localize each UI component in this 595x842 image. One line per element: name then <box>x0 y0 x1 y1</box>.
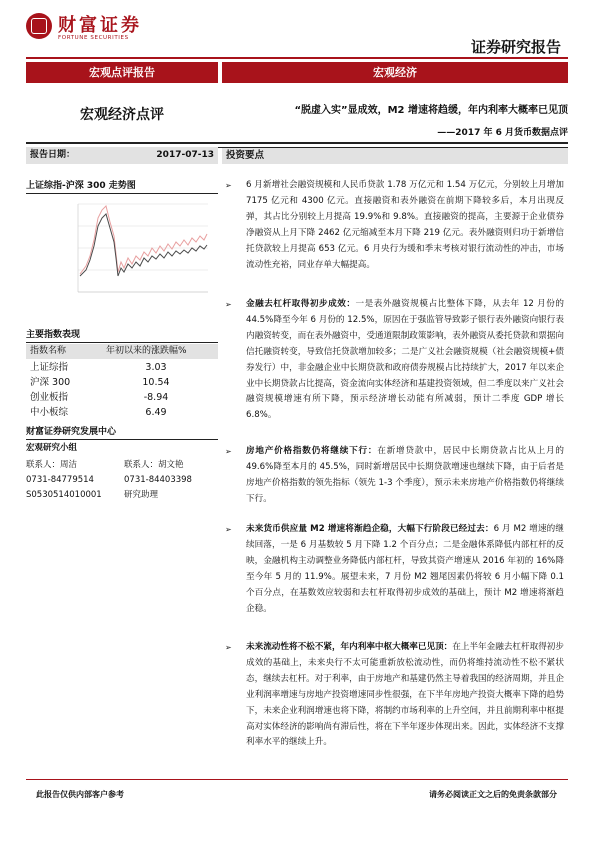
contact-phone-2: 0731-84403398 <box>124 475 192 485</box>
contact-name-2: 联系人：胡文艳 <box>124 460 184 470</box>
index-change: -8.94 <box>143 392 169 403</box>
table-row <box>26 360 218 375</box>
contact-row <box>26 458 218 473</box>
report-date-row <box>26 147 218 164</box>
paragraph-4 <box>226 522 564 617</box>
research-team-title: 宏观研究小组 <box>26 443 78 453</box>
footer-divider <box>26 779 568 780</box>
report-type: 证券研究报告 <box>470 38 561 56</box>
index-change: 6.49 <box>145 407 167 418</box>
index-name: 沪深 300 <box>30 377 71 388</box>
paragraph-text: 在新增贷款中，居民中长期贷款占比从上月的 49.6%降至本月的 45.5%，同时新增居民中长期贷款增速也继续下降，由于后者是房地产价格指数的领先指标（领先 1-3 个季度），预示未来房地产价格指数仍将继续下行。 <box>246 446 564 504</box>
header-divider <box>26 57 568 59</box>
paragraph-3 <box>226 444 564 508</box>
paragraph-text: 6 月 M2 增速的继续回落，一是 6 月基数较 5 月下降 1.2 个百分点；二是金融体系降低内部杠杆的反映，金融机构主动调整业务降低内部杠杆，导致其资产增速从 2016 年初的 16%降至今年 5 月的 11.9%。展望未来，7 月份 M2 翘尾因素仍将较 6 月小幅下降 0.1 个百分点，在基数效应较弱和去杠杆取得初步成效的基础上，预计 M2 增速将渐趋企稳。 <box>246 524 564 614</box>
bullet-icon: ➢ <box>225 181 232 190</box>
index-name: 上证综指 <box>30 362 69 373</box>
paragraph-text: 6 月新增社会融资规模和人民币贷款 1.78 万亿元和 1.54 万亿元，分别较上月增加 7175 亿元和 4300 亿元。直接融资和表外融资在前期下降较多后，本月出现反弹，其占比分别较上月提高 19.9%和 9.8%。直接融资的提高，主要源于企业债券净融资从上月下降 2462 亿元缩减至本月下降 219 亿元。表外融资则归功于新增信托贷款较上月提高 653 亿元。6 月央行为缓和季末考核对银行流动性的冲击，市场流动性充裕，同业存单大幅提高。 <box>246 180 564 270</box>
paragraph-5 <box>226 640 564 751</box>
investment-highlights-header <box>222 148 568 164</box>
report-sector-banner: 宏观经济 <box>222 62 568 83</box>
table-row <box>26 390 218 405</box>
investment-highlights-title: 投资要点 <box>226 150 265 161</box>
company-name-en: FORTUNE SECURITIES <box>58 35 129 41</box>
paragraph-lead: 金融去杠杆取得初步成效： <box>246 299 356 309</box>
index-performance-title: 主要指数表现 <box>26 327 218 343</box>
company-logo-icon <box>26 13 52 39</box>
contact-row <box>26 473 218 488</box>
paragraph-2 <box>226 297 564 424</box>
paragraph-text: 在上半年金融去杠杆取得初步成效的基础上，未来央行不太可能重新放松流动性，而仍将维持流动性不松不紧状态，继续去杠杆。对于利率，由于房地产和基建仍然主导着我国的经济周期，并且企业利润率增速与房地产投资增速同步性很强，在下半年房地产投资大概率下降的趋势下，未来企业利润增速也将下降，将制约市场利率的上升空间，并且前期利率中枢提高对实体经济的影响尚有滞后性，将在下半年逐步体现出来。因此，实体经济不支撑利率水平的继续上升。 <box>246 642 564 748</box>
footer-disclaimer-left: 此报告仅供内部客户参考 <box>36 790 124 799</box>
contact-phone-1: 0731-84779514 <box>26 475 94 485</box>
report-date-label: 报告日期： <box>30 150 76 160</box>
left-column-title: 宏观经济点评 <box>80 107 164 123</box>
report-title: “脱虚入实”显成效，M2 增速将趋缓，年内利率大概率已见顶 <box>294 105 568 116</box>
index-trend-chart <box>26 196 218 310</box>
contact-license: S0530514010001 <box>26 490 102 500</box>
paragraph-1 <box>226 178 564 273</box>
report-subtitle: ——2017 年 6 月货币数据点评 <box>437 128 568 138</box>
bullet-icon: ➢ <box>225 300 232 309</box>
index-change: 3.03 <box>145 362 167 373</box>
chart-series-hs300 <box>80 206 207 274</box>
research-center-title: 财富证券研究发展中心 <box>26 424 218 440</box>
index-name-header: 指数名称 <box>30 346 67 356</box>
bullet-icon: ➢ <box>225 447 232 456</box>
index-change: 10.54 <box>142 377 170 388</box>
contact-role: 研究助理 <box>124 490 159 500</box>
paragraph-text: 一是表外融资规模占比整体下降，从去年 12 月份的 44.5%降至今年 6 月份的 12.5%，原因在于强监管导致影子银行表外融资向银行表内融资转变，而在表外融资中，受通道限制政策影响，表外融资从委托贷款和票据向信托融资转变，导致信托贷款增加较多；二是广义社会融资规模（社会融资规模+债券发行）中，非金融企业中长期贷款和政府债券规模占比持续扩大，2017 年以来企业中长期贷款占比提高，资金流向实体经济和基建投资领域，但二季度以来广义社会融资规模增速有所下降，预示经济增长动能有所减弱，预计二季度 GDP 增长 6.8%。 <box>246 299 564 421</box>
index-chart-title: 上证综指-沪深 300 走势图 <box>26 178 218 194</box>
contact-name-1: 联系人：周洁 <box>26 460 78 470</box>
footer-disclaimer-right: 请务必阅读正文之后的免责条款部分 <box>429 790 557 799</box>
index-name: 创业板指 <box>30 392 69 403</box>
index-name: 中小板综 <box>30 407 69 418</box>
index-table-header <box>26 344 218 359</box>
bullet-icon: ➢ <box>225 525 232 534</box>
paragraph-lead: 房地产价格指数仍将继续下行： <box>246 446 378 456</box>
index-change-header: 年初以来的涨跌幅% <box>106 346 187 356</box>
paragraph-lead: 未来货币供应量 M2 增速将渐趋企稳，大幅下行阶段已经过去： <box>246 524 494 534</box>
table-row <box>26 405 218 420</box>
contact-row <box>26 488 218 503</box>
table-row <box>26 375 218 390</box>
paragraph-lead: 未来流动性将不松不紧，年内利率中枢大概率已见顶： <box>246 642 453 652</box>
report-category-banner: 宏观点评报告 <box>26 62 218 83</box>
bullet-icon: ➢ <box>225 643 232 652</box>
report-date-value: 2017-07-13 <box>156 150 214 160</box>
company-name-cn: 财富证券 <box>58 15 142 36</box>
